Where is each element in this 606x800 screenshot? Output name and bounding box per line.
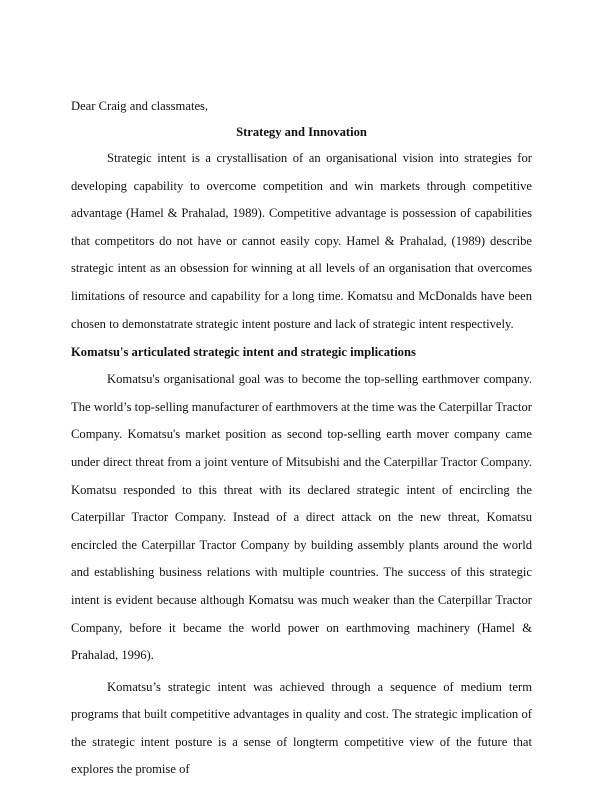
intro-paragraph: Strategic intent is a crystallisation of an organisational vision into strategies for developing capability to overcome competition and win markets through competitive advantage (Hamel & Prahalad, 1989). Competitive advantage is possession of capabilities that competitors do not have or cannot easily copy. Hamel & Prahalad, (1989) describe strategic intent as an obsession for winning at all levels of an organisation that overcomes limitations of resource and capability for a long time. Komatsu and McDonalds have been chosen to demonstatrate strategic intent posture and lack of strategic intent respectively. <box>71 151 532 331</box>
salutation: Dear Craig and classmates, <box>71 99 209 113</box>
section-heading: Komatsu's articulated strategic intent and strategic implications <box>71 345 416 360</box>
section-paragraph-1: Komatsu's organisational goal was to become the top-selling earthmover company. The world’s top-selling manufacturer of earthmovers at the time was the Caterpillar Tractor Company. Komatsu's market position as second top-selling earth mover company came under direct threat from a joint venture of Mitsubishi and the Caterpillar Tractor Company. Komatsu responded to this threat with its declared strategic intent of encircling the Caterpillar Tractor Company. Instead of a direct attack on the new threat, Komatsu encircled the Caterpillar Tractor Company by building assembly plants around the world and establishing business relations with multiple countries. The success of this strategic intent is evident because although Komatsu was much weaker than the Caterpillar Tractor Company, before it became the world power on earthmoving machinery (Hamel & Prahalad, 1996). <box>71 372 532 663</box>
document-page <box>71 96 532 784</box>
section-paragraph-2: Komatsu’s strategic intent was achieved through a sequence of medium term programs that built competitive advantages in quality and cost. The strategic implication of the strategic intent posture is a sense of longterm competitive view of the future that explores the promise of <box>71 679 532 777</box>
document-title: Strategy and Innovation <box>236 125 367 139</box>
